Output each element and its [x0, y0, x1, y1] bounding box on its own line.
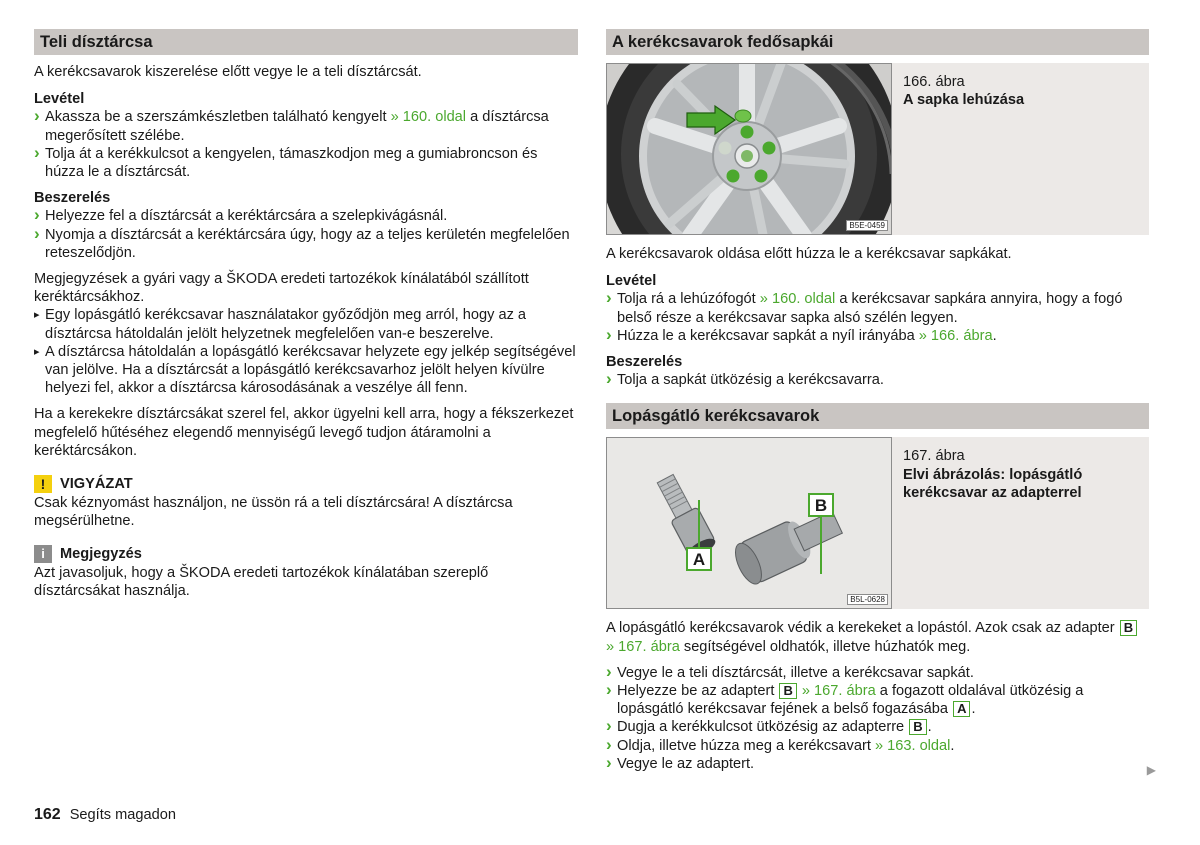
footer-section-label: Segíts magadon [69, 807, 176, 823]
antitheft-step-4: › Oldja, illetve húzza meg a kerékcsavart » 163. oldal. [606, 737, 1149, 755]
section-heading-hubcap: Teli dísztárcsa [34, 29, 578, 55]
antitheft-step-3: › Dugja a kerékkulcsot ütközésig az adapterre B . [606, 718, 1149, 736]
hubcap-install-step-2: › Nyomja a dísztárcsát a keréktárcsára úgy, hogy az a teljes kerületén megfelelően reteszelődjön. [34, 226, 578, 262]
figure-167-caption: Elvi ábrázolás: lopásgátló kerékcsavar az adapterrel [903, 466, 1083, 501]
info-icon: i [34, 545, 52, 563]
hubcap-removal-step-1: › Akassza be a szerszámkészletben található kengyelt » 160. oldal a dísztárcsa megerősített szélébe. [34, 108, 578, 144]
warning-icon: ! [34, 475, 52, 493]
ref-label-b: B [779, 683, 796, 699]
ref-label-b: B [909, 719, 926, 735]
right-column [606, 29, 1149, 773]
hubcap-install-heading: Beszerelés [34, 190, 111, 207]
warning-title: VIGYÁZAT [60, 476, 133, 493]
note-title: Megjegyzés [60, 545, 142, 562]
caps-removal-heading: Levétel [606, 273, 657, 290]
hubcap-intro: A kerékcsavarok kiszerelése előtt vegye le a teli dísztárcsát. [34, 64, 422, 80]
figure-166-code: B5E-0459 [846, 220, 888, 231]
label-a: A [692, 550, 706, 570]
label-b: B [814, 496, 828, 516]
figure-167-caption-box [892, 437, 1149, 609]
link-figure-166[interactable]: » 166. ábra [918, 327, 993, 344]
note-text: Azt javasoljuk, hogy a ŠKODA eredeti tartozékok kínálatában szereplő dísztárcsákat használja. [34, 564, 489, 600]
warning-box [34, 475, 578, 531]
hubcap-install-step-1: › Helyezze fel a dísztárcsát a keréktárcsára a szelepkivágásnál. [34, 207, 578, 225]
caps-install-heading: Beszerelés [606, 354, 683, 371]
link-page-160[interactable]: » 160. oldal [390, 109, 467, 126]
figure-167 [606, 437, 1149, 609]
figure-167-number: 167. ábra [903, 448, 965, 465]
figure-166-number: 166. ábra [903, 74, 965, 90]
note-box [34, 545, 578, 601]
figure-166-caption: A sapka lehúzása [903, 92, 1025, 109]
caps-install-step: › Tolja a sapkát ütközésig a kerékcsavarra. [606, 371, 1149, 389]
left-column [34, 29, 578, 600]
link-figure-167[interactable]: » 167. ábra [606, 638, 680, 655]
wheel-illustration [607, 64, 891, 234]
hubcap-removal-step-2: › Tolja át a kerékkulcsot a kengyelen, támaszkodjon meg a gumiabroncson és húzza le a dísztárcsát. [34, 145, 578, 181]
hubcap-removal-heading: Levétel [34, 91, 85, 108]
antitheft-step-2: › Helyezze be az adaptert B » 167. ábra a fogazott oldalával ütközésig a lopásgátló kerékcsavar fejének a belső fogazásába A . [606, 682, 1149, 718]
figure-166-caption-box [892, 63, 1149, 235]
figure-167-code: B5L-0628 [847, 594, 888, 605]
figure-166 [606, 63, 1149, 235]
warning-text: Csak kéznyomást használjon, ne üssön rá a teli dísztárcsára! A dísztárcsa megsérülhetne. [34, 495, 513, 530]
remarks-intro: Megjegyzések a gyári vagy a ŠKODA eredeti tartozékok kínálatából szállított keréktárcsákhoz. [34, 271, 529, 306]
antitheft-bolt-illustration [607, 438, 891, 608]
figure-166-image [606, 63, 892, 235]
caps-intro: A kerékcsavarok oldása előtt húzza le a kerékcsavar sapkákat. [606, 246, 1012, 262]
remark-item-2: ▸ A dísztárcsa hátoldalán a lopásgátló kerékcsavar helyzete egy jelkép segítségével van jelölve. Ha a dísztárcsát a lopásgátló kerékcsavarhoz jelölt helyen kívülre helyezi fel, akkor a dísztárcsa károsodásának a veszélye áll fenn. [34, 343, 578, 398]
cooling-paragraph: Ha a kerekekre dísztárcsákat szerel fel, akkor ügyelni kell arra, hogy a fékszerkezet megfelelő hűtéséhez elegendő mennyiségű levegő tudjon átáramolni a keréktárcsákon. [34, 406, 574, 459]
link-page-163[interactable]: » 163. oldal [874, 737, 951, 754]
figure-167-image [606, 437, 892, 609]
caps-removal-step-2: › Húzza le a kerékcsavar sapkát a nyíl irányába » 166. ábra. [606, 327, 1149, 345]
page-number: 162 [34, 806, 61, 823]
antitheft-step-5: › Vegye le az adaptert. [606, 755, 1149, 773]
antitheft-step-1: › Vegye le a teli dísztárcsát, illetve a kerékcsavar sapkát. [606, 664, 1149, 682]
continue-arrow-icon: ▶ [1146, 763, 1156, 777]
link-figure-167[interactable]: » 167. ábra [801, 683, 876, 700]
ref-label-b: B [1120, 620, 1137, 636]
ref-label-a: A [953, 701, 970, 717]
page-footer [34, 806, 176, 824]
remark-item-1: ▸ Egy lopásgátló kerékcsavar használatakor győződjön meg arról, hogy az a dísztárcsa hátoldalán jelölt helyzetnek megfelelően van-e beszerelve. [34, 306, 578, 342]
antitheft-intro: A lopásgátló kerékcsavarok védik a kerekeket a lopástól. Azok csak az adapter B » 167. ábra segítségével oldhatók, illetve húzhatók meg. [606, 619, 1149, 655]
section-heading-antitheft: Lopásgátló kerékcsavarok [606, 403, 1149, 429]
caps-removal-step-1: › Tolja rá a lehúzófogót » 160. oldal a kerékcsavar sapkára annyira, hogy a fogó belső része a kerékcsavar sapka alsó szélén legyen. [606, 290, 1149, 326]
section-heading-bolt-caps: A kerékcsavarok fedősapkái [606, 29, 1149, 55]
link-page-160[interactable]: » 160. oldal [759, 291, 836, 308]
